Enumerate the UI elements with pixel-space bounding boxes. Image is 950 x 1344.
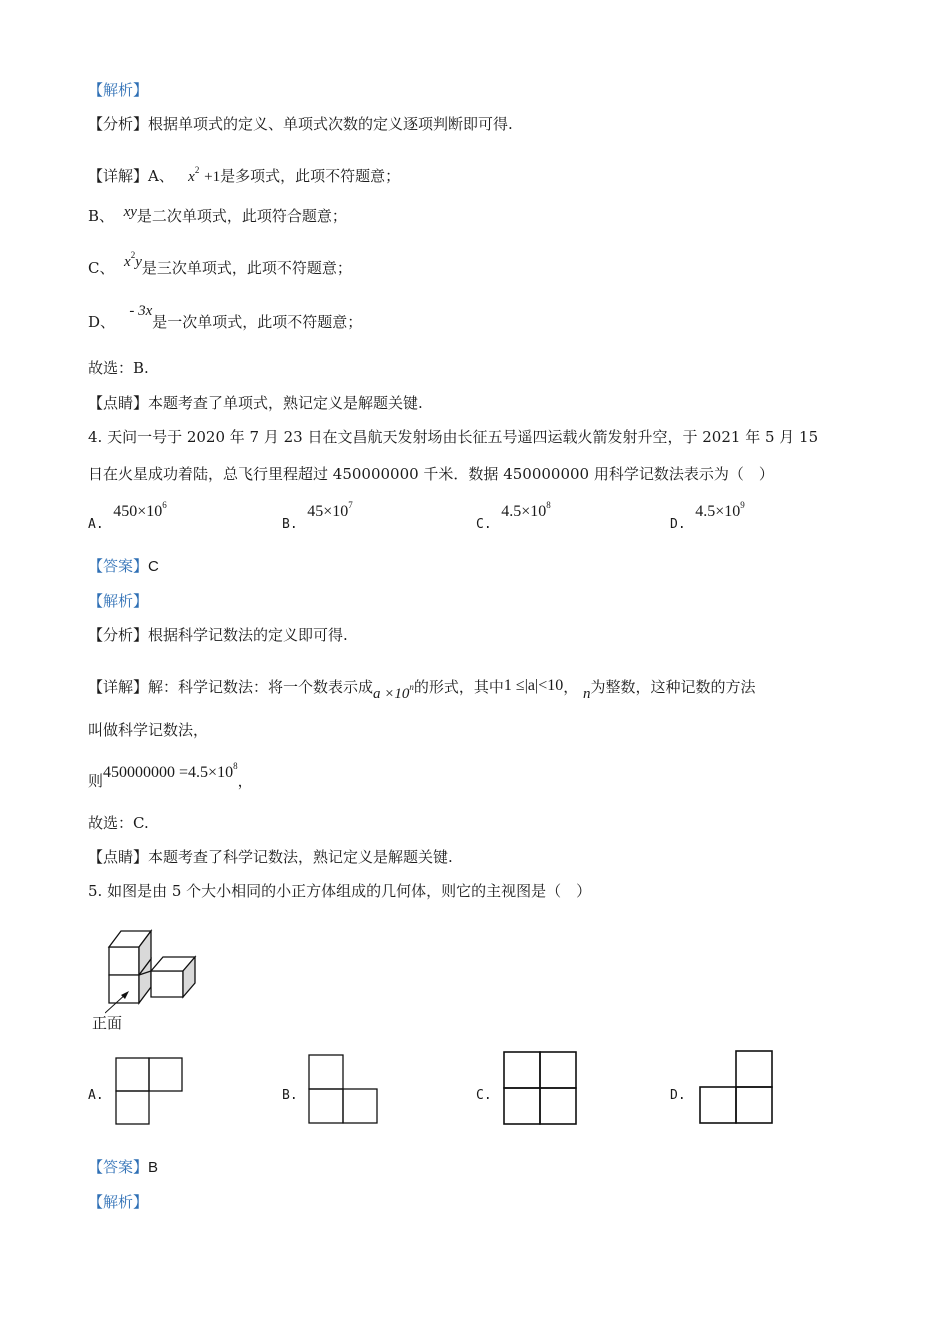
dianjing-text: 本题考查了单项式，熟记定义是解题关键. [148, 394, 423, 412]
q3-dianjing [88, 393, 423, 413]
option-label: D. [670, 517, 686, 532]
jiexi-heading-1: 【解析】 [88, 81, 149, 99]
detail-comma: ， [563, 678, 579, 696]
front-label: 正面 [92, 1014, 123, 1032]
option-label: B. [282, 517, 298, 532]
fenxi-text: 根据单项式的定义、单项式次数的定义逐项判断即可得. [148, 115, 513, 133]
q5-option-c-label: C. [476, 1088, 492, 1103]
math-abs-range: 1 ≤|a|<10 [503, 677, 564, 694]
q3-detail-b [88, 206, 347, 227]
answer-label: 【答案】 [88, 557, 149, 575]
q4-option-b [282, 500, 353, 532]
q4-answer [88, 556, 159, 577]
option-label: A. [88, 517, 104, 532]
q4-analysis [88, 625, 348, 645]
q3-detail-d [88, 303, 363, 333]
option-exp: 8 [546, 500, 551, 510]
dianjing-text: 本题考查了科学记数法，熟记定义是解题关键. [148, 848, 453, 866]
q4-dianjing [88, 847, 453, 867]
option-a-text: 是多项式，此项不符题意； [220, 167, 401, 185]
option-d-prefix: D、 [88, 313, 116, 331]
q5-option-d-figure [698, 1049, 774, 1127]
math-sup: 2 [130, 250, 136, 260]
q4-stem-line1: 4. 天问一号于 2020 年 7 月 23 日在文昌航天发射场由长征五号遥四运载火箭发射升空，于 2021 年 5 月 15 [88, 428, 819, 446]
answer-value: B [148, 1159, 159, 1176]
math-x-squared: x [188, 169, 195, 185]
detail-text-d: 为整数，这种记数的方法 [590, 678, 756, 696]
q4-option-c [476, 500, 551, 532]
q5-option-a-label: A. [88, 1088, 104, 1103]
q4-option-a [88, 500, 167, 532]
option-math: 450×10 [113, 503, 163, 520]
option-b-text: 是二次单项式，此项符合题意； [136, 207, 347, 225]
q4-detail [88, 671, 756, 702]
q3-detail-c [88, 252, 352, 279]
q3-select: 故选：B. [88, 359, 149, 377]
math-y: y [135, 254, 142, 270]
q4-stem-line2: 日在火星成功着陆，总飞行里程超过 450000000 千米．数据 450000000 用科学记数法表示为（ ） [88, 465, 774, 483]
q5-option-a-figure [115, 1057, 185, 1127]
option-exp: 9 [740, 500, 745, 510]
q5-option-b-figure [308, 1054, 380, 1126]
q5-option-c-figure [502, 1050, 578, 1126]
math-result: 450000000 =4.5×10 [103, 764, 234, 781]
option-exp: 7 [348, 500, 353, 510]
jiexi-heading-3: 【解析】 [88, 1193, 149, 1211]
q3-analysis [88, 114, 513, 134]
answer-label: 【答案】 [88, 1158, 149, 1176]
q5-option-d-label: D. [670, 1088, 686, 1103]
option-math: 45×10 [307, 503, 349, 520]
option-math: 4.5×10 [501, 503, 547, 520]
option-math: 4.5×10 [695, 503, 741, 520]
xiangjie-label: 【详解】 [88, 678, 149, 696]
ze-label: 则 [88, 772, 104, 790]
fenxi-text: 根据科学记数法的定义即可得. [148, 626, 348, 644]
dianjing-label: 【点睛】 [88, 394, 149, 412]
option-a-prefix: A、 [148, 167, 174, 185]
dianjing-label: 【点睛】 [88, 848, 149, 866]
q5-answer [88, 1157, 158, 1178]
jiexi-heading-2: 【解析】 [88, 592, 149, 610]
q4-option-d [670, 500, 745, 532]
detail-text-b: 的形式，其中 [413, 678, 504, 696]
answer-value: C [148, 558, 159, 575]
q5-cube-figure [105, 925, 215, 1015]
math-sup: 2 [194, 165, 200, 175]
option-d-text: 是一次单项式，此项不符题意； [152, 313, 363, 331]
option-c-prefix: C、 [88, 259, 115, 277]
q4-detail-cont: 叫做科学记数法， [88, 721, 209, 739]
fenxi-label: 【分析】 [88, 115, 149, 133]
math-plus-one: +1 [204, 169, 221, 185]
math-a-times-10n: a ×10 [373, 686, 410, 702]
q5-option-b-label: B. [282, 1088, 298, 1103]
q3-detail-a [88, 160, 400, 187]
math-n: n [583, 686, 591, 702]
math-x: x [124, 254, 131, 270]
math-sup: 8 [233, 761, 238, 771]
result-comma: ， [237, 772, 253, 790]
option-c-text: 是三次单项式，此项不符题意； [141, 259, 352, 277]
math-xy: xy [123, 204, 137, 220]
detail-text-a: 解：科学记数法：将一个数表示成 [148, 678, 374, 696]
math-sup: n [409, 682, 414, 692]
option-exp: 6 [162, 500, 167, 510]
option-b-prefix: B、 [88, 207, 115, 225]
q5-stem: 5. 如图是由 5 个大小相同的小正方体组成的几何体，则它的主视图是（ ） [88, 882, 592, 900]
option-label: C. [476, 517, 492, 532]
q4-select: 故选：C. [88, 814, 149, 832]
fenxi-label: 【分析】 [88, 626, 149, 644]
q4-result [88, 761, 253, 792]
math-neg-3x: - 3x [129, 303, 153, 319]
xiangjie-label: 【详解】 [88, 167, 149, 185]
